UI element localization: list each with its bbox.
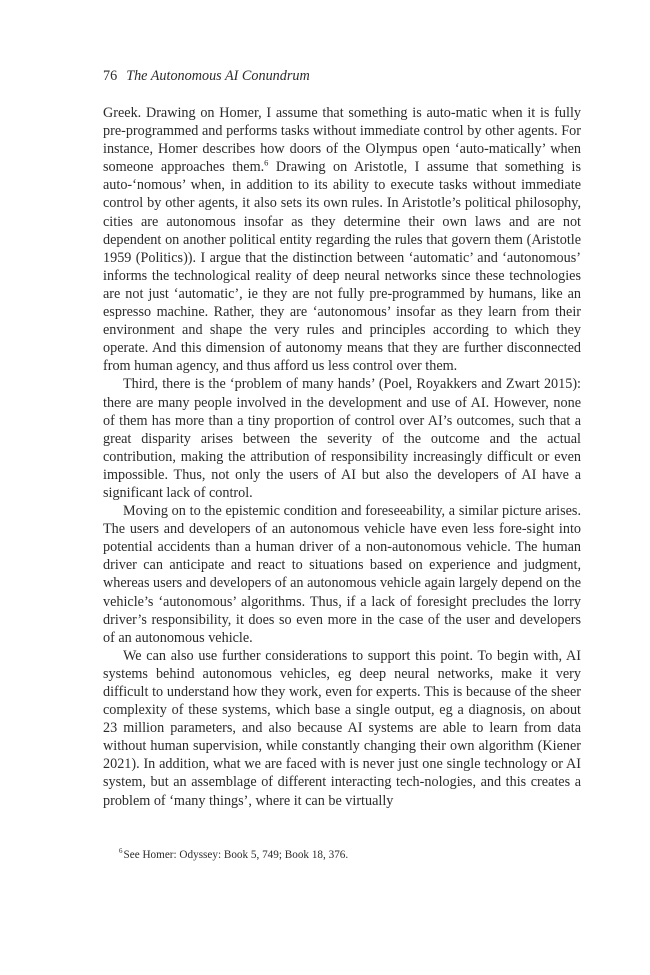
paragraph-1 bbox=[103, 104, 581, 375]
running-head bbox=[103, 66, 310, 86]
paragraph-3: Moving on to the epistemic condition and foreseeability, a similar picture arises. The users and developers of an autonomous vehicle have even less fore-sight into potential accidents than a human driver of a non-autonomous vehicle. The human driver can anticipate and react to situations based on experience and judgment, whereas users and developers of an autonomous vehicle again largely depend on the vehicle’s ‘autonomous’ algorithms. Thus, if a lack of foresight precludes the lorry driver’s responsibility, it does so even more in the case of the user and developers of an autonomous vehicle. bbox=[103, 503, 582, 646]
body-text bbox=[103, 104, 581, 810]
page-number: 76 bbox=[103, 68, 118, 84]
paragraph-1-text-b: Drawing on Aristotle, I assume that something is auto-‘nomous’ when, in addition to its ability to execute tasks without immediate control by other agents, it also sets its own rules. In Aristotle’s political philosophy, cities are autonomous insofar as they determine their own laws and are not dependent on another political entity regarding the rules that govern them (Aristotle 1959 (Politics)). I argue that the distinction between ‘automatic’ and ‘autonomous’ informs the technological reality of deep neural networks since these technologies are not just ‘automatic’, ie they are not fully pre-programmed by humans, like an espresso machine. Rather, they are ‘autonomous’ insofar as they learn from their environment and shape the very rules and principles according to which they operate. And this dimension of autonomy means that they are further disconnected from human agency, and thus afford us less control over them. bbox=[103, 159, 581, 375]
paragraph-1-text-a: Greek. Drawing on Homer, I assume that something is auto-matic when it is fully pre-programmed and performs tasks without immediate control by other agents. For instance, Homer describes how doors of the Olympus open ‘auto-matically’ when someone approaches them. bbox=[103, 105, 581, 176]
paragraph-2: Third, there is the ‘problem of many hands’ (Poel, Royakkers and Zwart 2015): there are many people involved in the development and use of AI. However, none of them has more than a tiny proportion of control over AI’s outcomes, such that a great disparity arises between the severity of the outcome and the actual contribution, making the attribution of responsibility increasingly difficult or even impossible. Thus, not only the users of AI but also the developers of AI have a significant lack of control. bbox=[103, 376, 581, 501]
paragraph-4: We can also use further considerations to support this point. To begin with, AI systems behind autonomous vehicles, eg deep neural networks, make it very difficult to understand how they work, even for experts. This is because of the sheer complexity of these systems, which base a single output, eg a diagnosis, on about 23 million parameters, and also because AI systems are able to learn from data without human supervision, while constantly changing their own algorithm (Kiener 2021). In addition, what we are faced with is never just one single technology or AI system, but an assemblage of different interacting tech-nologies, and this creates a problem of ‘many things’, where it can be virtually bbox=[103, 647, 581, 809]
footnote-marker: 6 bbox=[119, 847, 123, 856]
footnote-text: See Homer: Odyssey: Book 5, 749; Book 18, 376. bbox=[123, 849, 349, 861]
footnote-reference: 6 bbox=[264, 157, 269, 168]
footnote bbox=[119, 848, 579, 863]
book-title: The Autonomous AI Conundrum bbox=[126, 68, 310, 84]
